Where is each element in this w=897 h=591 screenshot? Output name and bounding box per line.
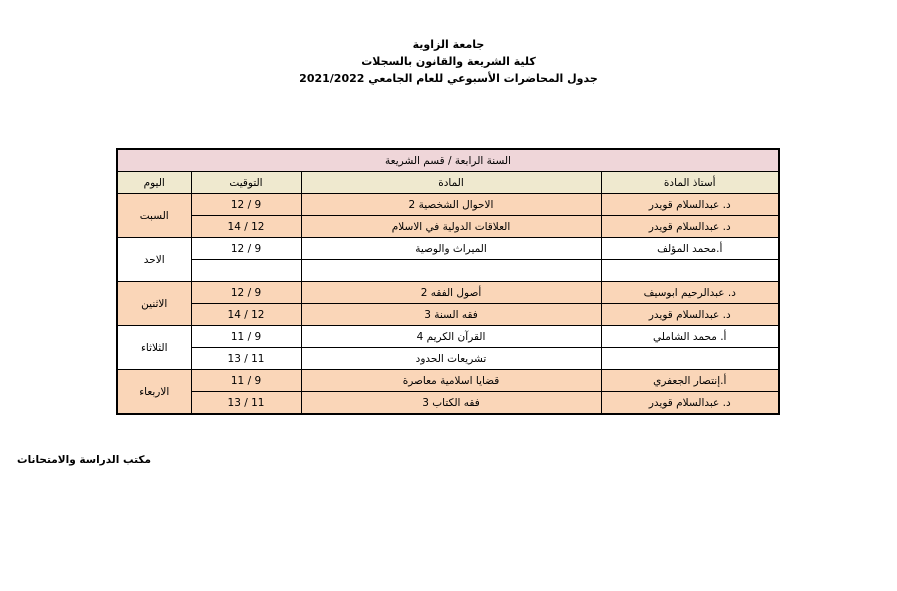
- cell-subject: [301, 260, 601, 282]
- cell-subject: القرآن الكريم 4: [301, 326, 601, 348]
- cell-time: 9 / 12: [191, 282, 301, 304]
- cell-time: 11 / 13: [191, 348, 301, 370]
- column-header-subject: المادة: [301, 172, 601, 194]
- table-row: [117, 370, 779, 392]
- column-header-time: التوقيت: [191, 172, 301, 194]
- schedule-subtitle: جدول المحاضرات الأسبوعي للعام الجامعي 2021/2022: [299, 72, 598, 86]
- table-row: [117, 282, 779, 304]
- cell-teacher: أ.إنتصار الجعفري: [601, 370, 779, 392]
- table-row: [117, 304, 779, 326]
- cell-time: 12 / 14: [191, 216, 301, 238]
- cell-day: السبت: [117, 194, 191, 238]
- cell-subject: تشريعات الحدود: [301, 348, 601, 370]
- table-row: [117, 260, 779, 282]
- cell-time: 11 / 13: [191, 392, 301, 415]
- cell-day: الثلاثاء: [117, 326, 191, 370]
- cell-teacher: أ.محمد المؤلف: [601, 238, 779, 260]
- schedule-table: [116, 148, 780, 415]
- cell-teacher: [601, 348, 779, 370]
- table-row: [117, 326, 779, 348]
- table-column-header-row: [117, 172, 779, 194]
- cell-teacher: د. عبدالرحيم ابوسيف: [601, 282, 779, 304]
- cell-time: [191, 260, 301, 282]
- faculty-name: كلية الشريعة والقانون بالسجلات: [361, 55, 536, 69]
- cell-teacher: د. عبدالسلام قويدر: [601, 216, 779, 238]
- table-row: [117, 194, 779, 216]
- cell-time: 9 / 12: [191, 238, 301, 260]
- cell-subject: الاحوال الشخصية 2: [301, 194, 601, 216]
- document-header: [0, 36, 897, 87]
- cell-day: الاحد: [117, 238, 191, 282]
- cell-subject: فقه السنة 3: [301, 304, 601, 326]
- column-header-teacher: أستاذ المادة: [601, 172, 779, 194]
- cell-subject: الميراث والوصية: [301, 238, 601, 260]
- table-title-row: [117, 149, 779, 172]
- cell-subject: أصول الفقه 2: [301, 282, 601, 304]
- cell-time: 9 / 11: [191, 326, 301, 348]
- cell-time: 12 / 14: [191, 304, 301, 326]
- column-header-day: اليوم: [117, 172, 191, 194]
- cell-teacher: د. عبدالسلام قويدر: [601, 194, 779, 216]
- cell-day: الاربعاء: [117, 370, 191, 415]
- document-page: [0, 36, 897, 591]
- cell-teacher: أ. محمد الشاملي: [601, 326, 779, 348]
- schedule-table-wrapper: [118, 148, 780, 415]
- table-row: [117, 392, 779, 415]
- cell-teacher: د. عبدالسلام قويدر: [601, 304, 779, 326]
- schedule-table-body: [117, 149, 779, 414]
- cell-time: 9 / 12: [191, 194, 301, 216]
- cell-subject: فقه الكتاب 3: [301, 392, 601, 415]
- cell-day: الاثنين: [117, 282, 191, 326]
- cell-subject: قضايا اسلامية معاصرة: [301, 370, 601, 392]
- table-row: [117, 238, 779, 260]
- cell-teacher: د. عبدالسلام قويدر: [601, 392, 779, 415]
- cell-teacher: [601, 260, 779, 282]
- cell-time: 9 / 11: [191, 370, 301, 392]
- footer-note: مكتب الدراسة والامتحانات: [17, 454, 151, 466]
- table-row: [117, 216, 779, 238]
- table-title: السنة الرابعة / قسم الشريعة: [117, 149, 779, 172]
- table-row: [117, 348, 779, 370]
- university-name: جامعة الزاوية: [412, 38, 485, 51]
- cell-subject: العلاقات الدولية في الاسلام: [301, 216, 601, 238]
